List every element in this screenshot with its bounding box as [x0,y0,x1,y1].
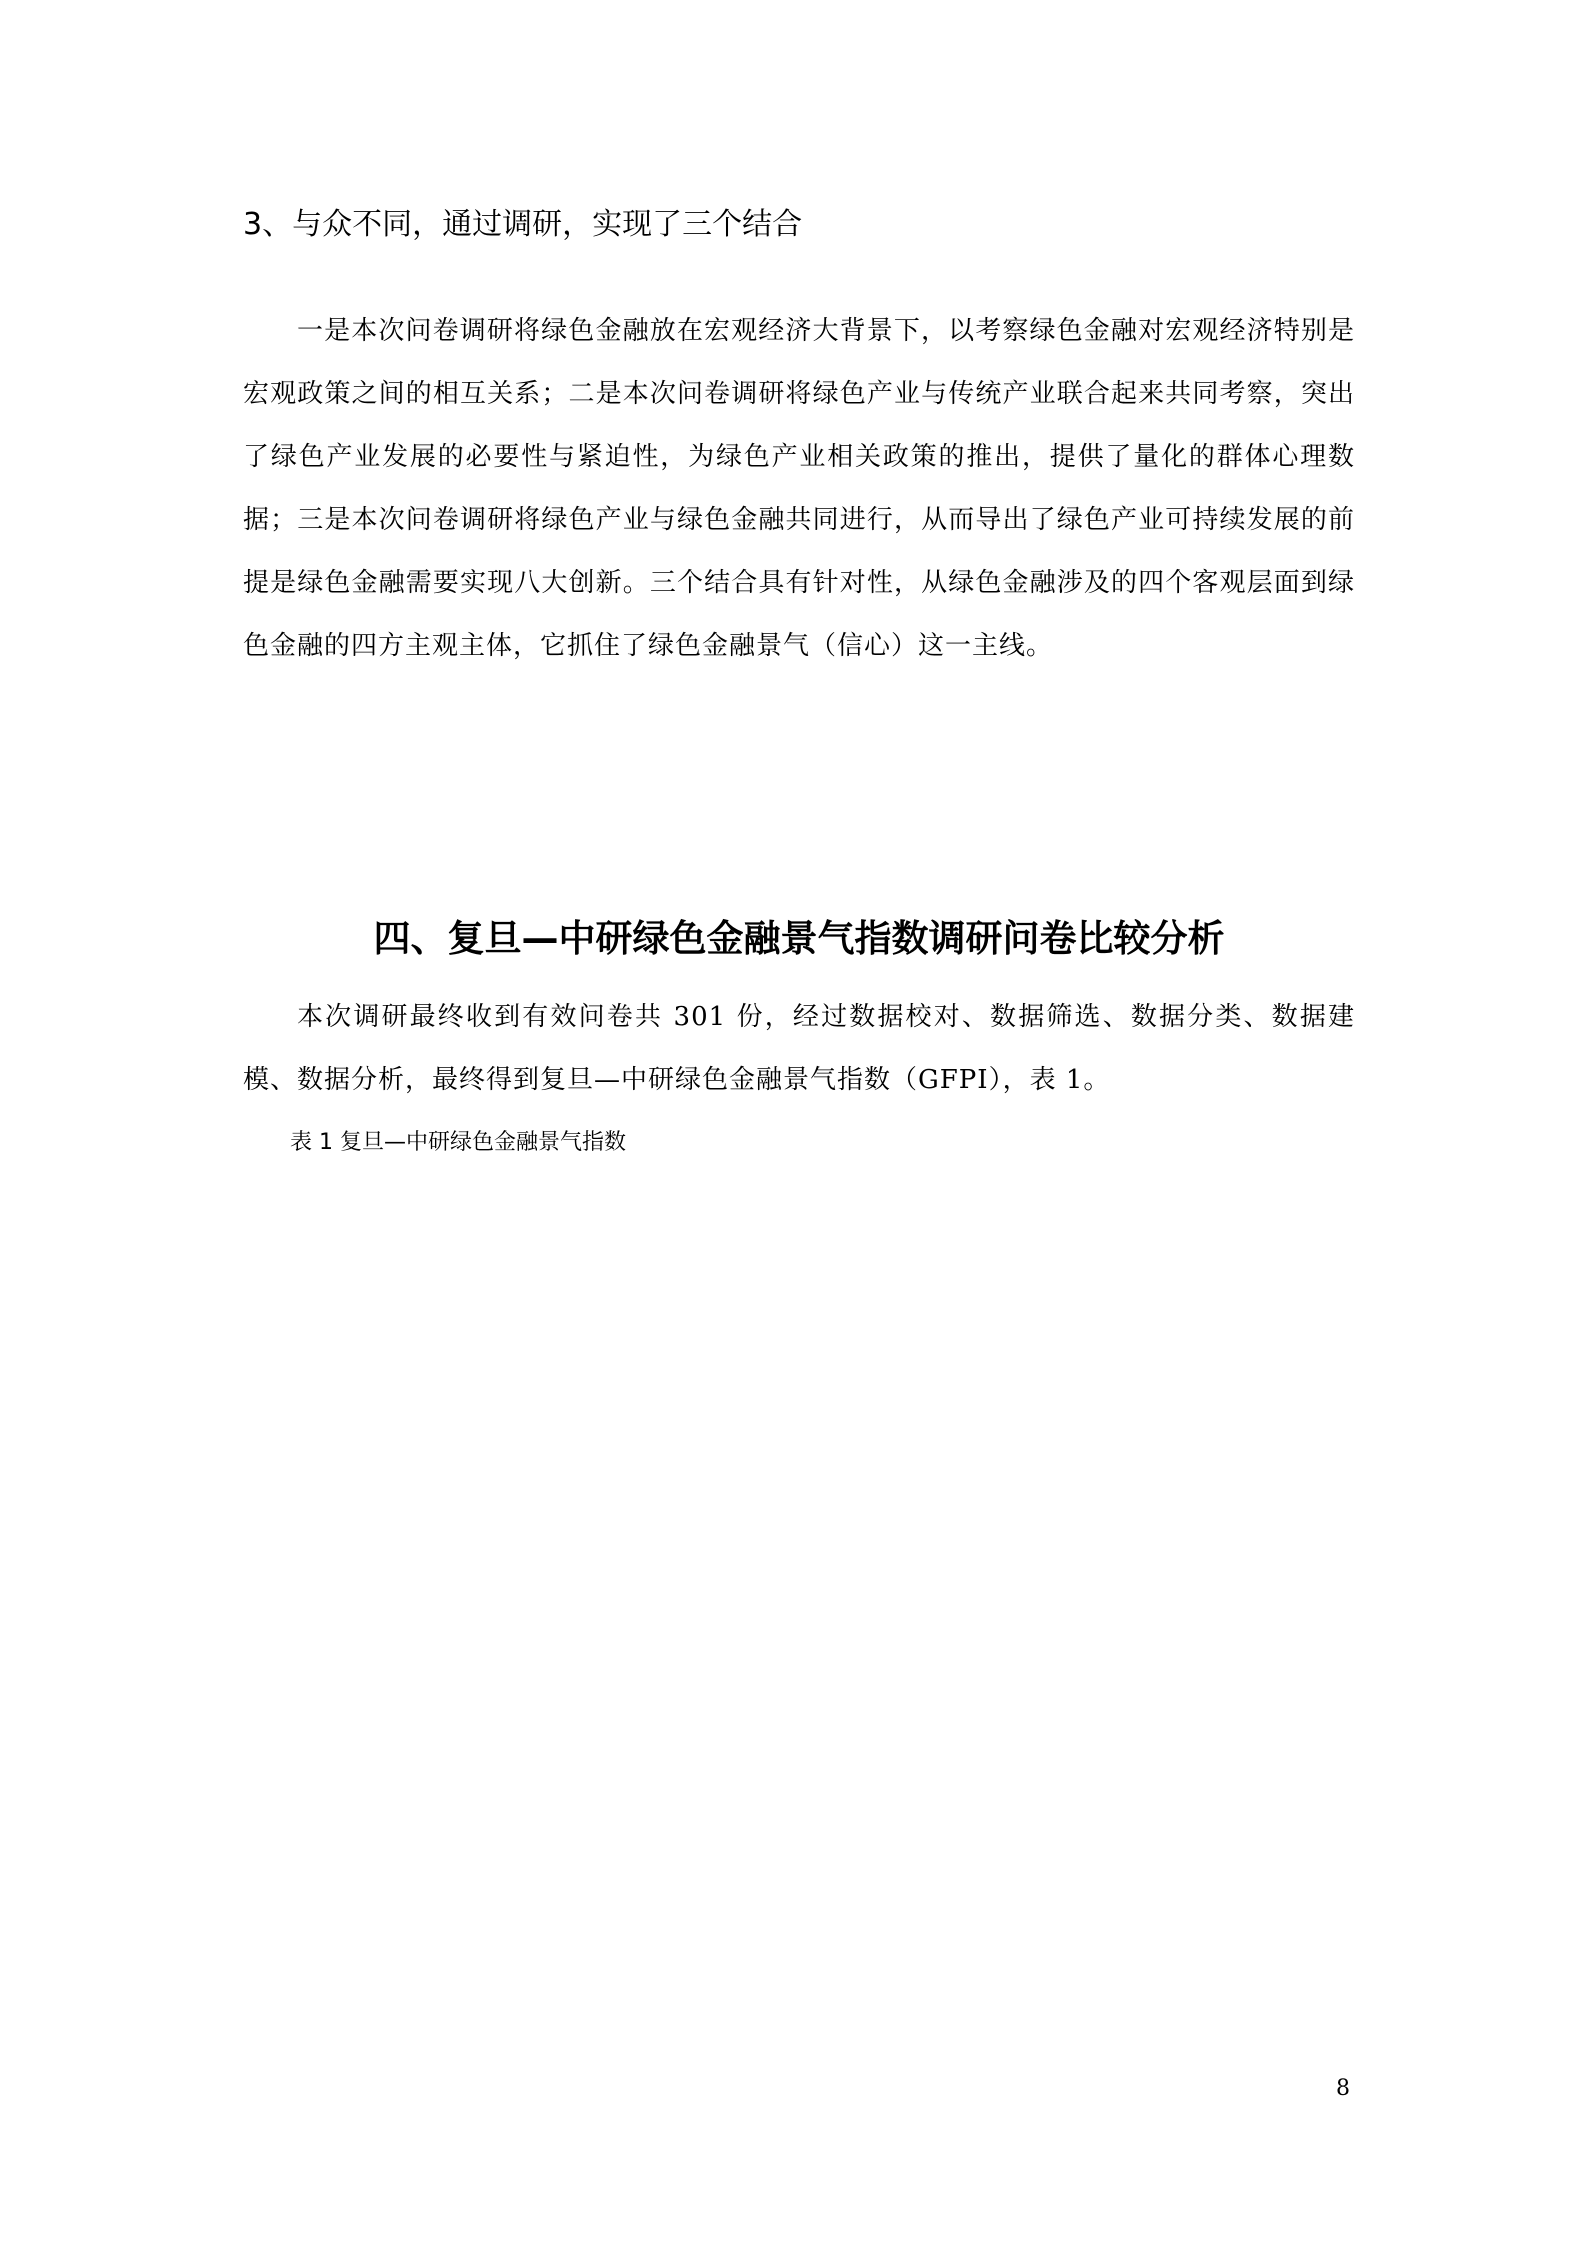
page-number: 8 [1336,2076,1350,2101]
paragraph-survey-results: 本次调研最终收到有效问卷共 301 份，经过数据校对、数据筛选、数据分类、数据建模、数据分析，最终得到复旦—中研绿色金融景气指数（GFPI），表 1。 [243,1002,1355,1095]
table-caption: 表 1 复旦—中研绿色金融景气指数 [290,1130,626,1155]
subheading: 3、与众不同，通过调研，实现了三个结合 [243,207,803,242]
section-title: 四、复旦—中研绿色金融景气指数调研问卷比较分析 [373,917,1225,960]
paragraph-three-combinations: 一是本次问卷调研将绿色金融放在宏观经济大背景下，以考察绿色金融对宏观经济特别是宏观政策之间的相互关系；二是本次问卷调研将绿色产业与传统产业联合起来共同考察，突出了绿色产业发展的必要性与紧迫性，为绿色产业相关政策的推出，提供了量化的群体心理数据；三是本次问卷调研将绿色产业与绿色金融共同进行，从而导出了绿色产业可持续发展的前提是绿色金融需要实现八大创新。三个结合具有针对性，从绿色金融涉及的四个客观层面到绿色金融的四方主观主体，它抓住了绿色金融景气（信心）这一主线。 [243,316,1355,661]
